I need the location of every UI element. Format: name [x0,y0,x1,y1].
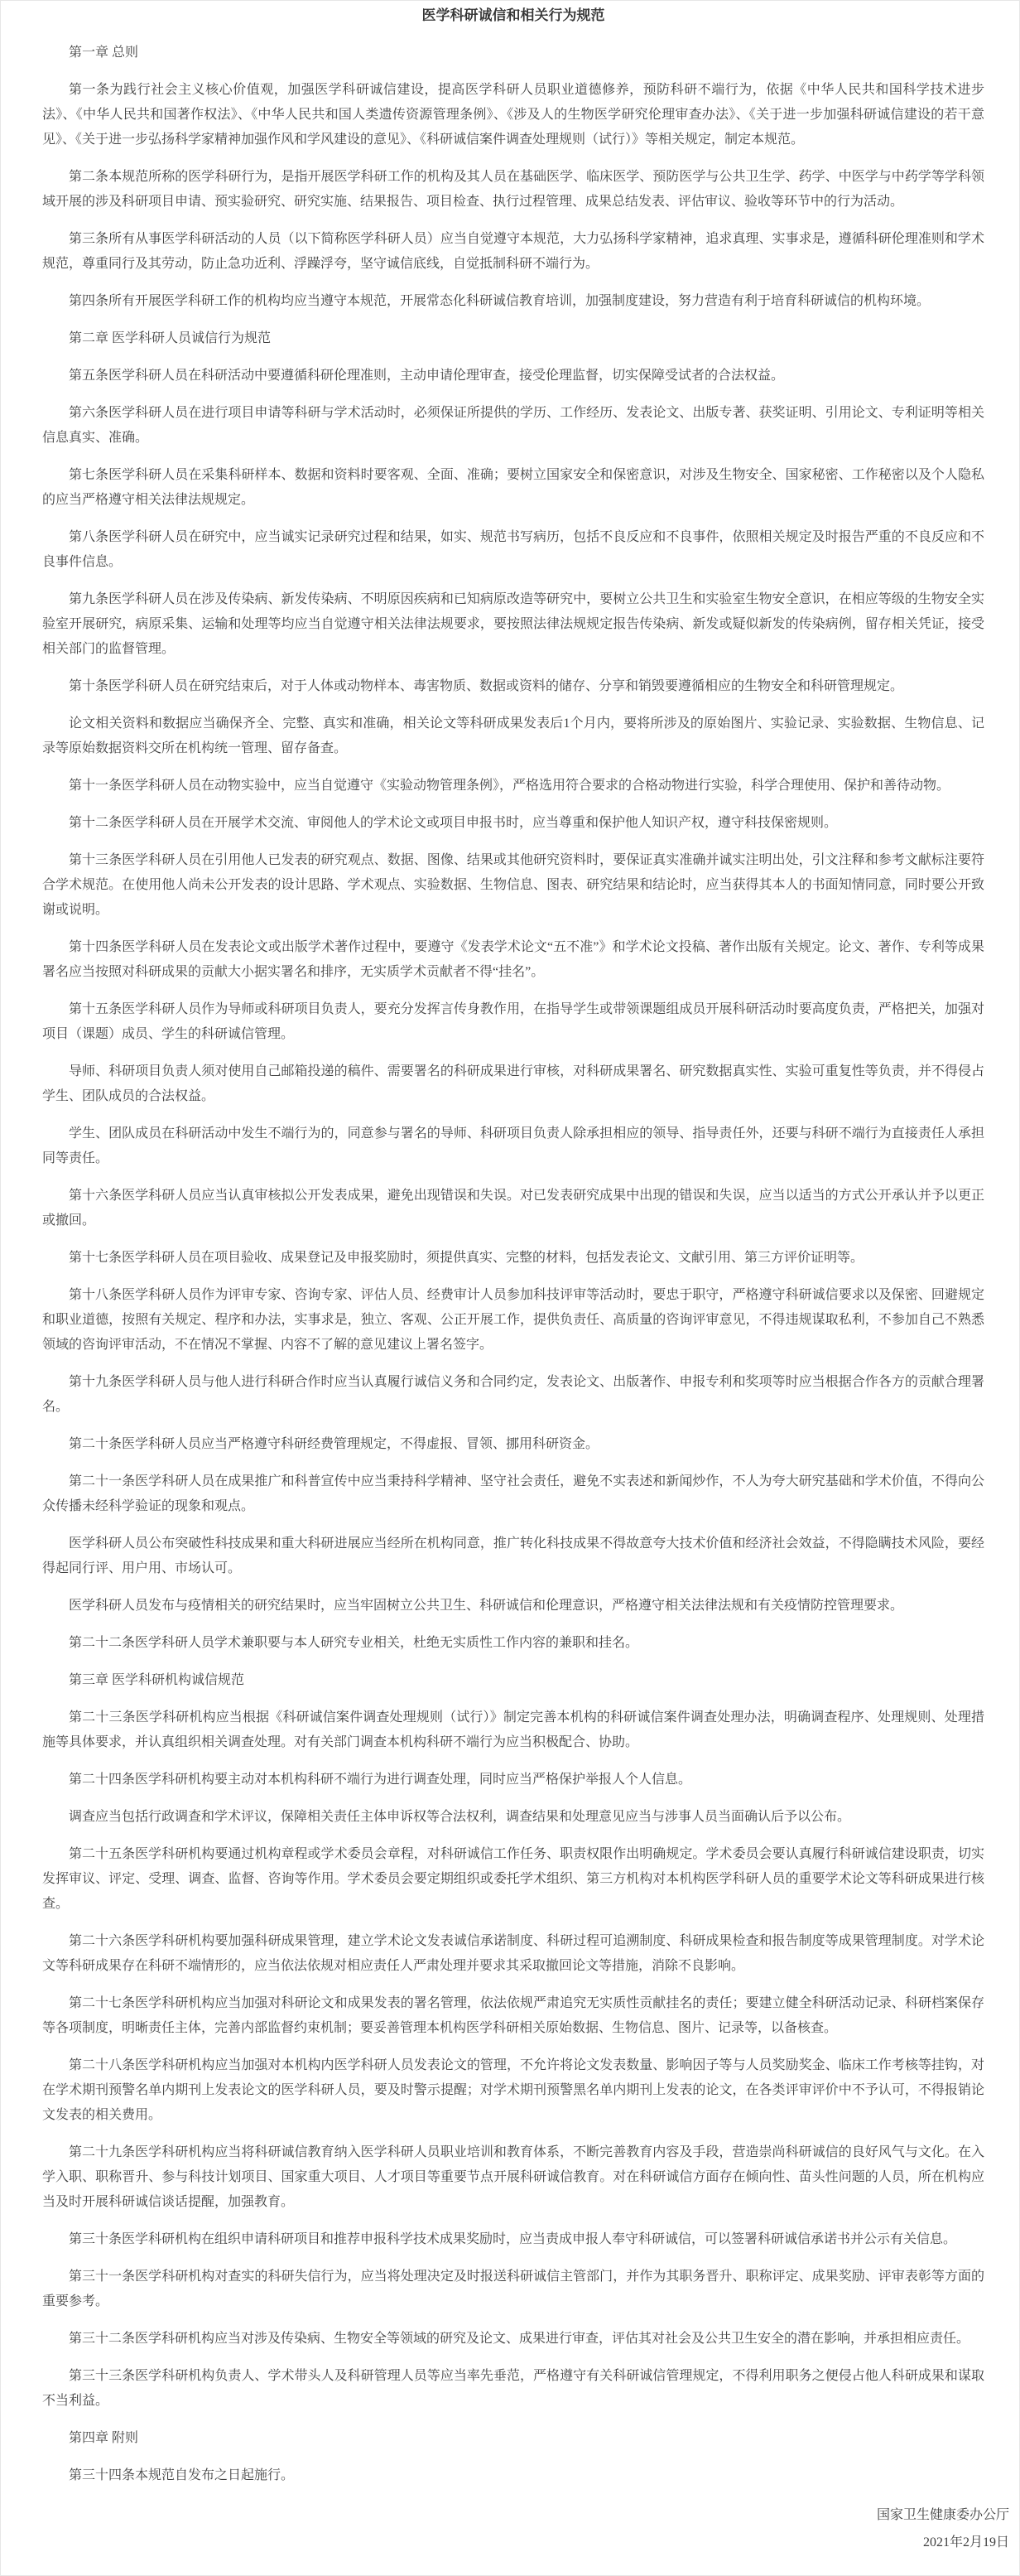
article-paragraph: 第五条医学科研人员在科研活动中要遵循科研伦理准则，主动申请伦理审查，接受伦理监督，切实保障受试者的合法权益。 [69,369,785,383]
continuation-paragraph: 导师、科研项目负责人须对使用自己邮箱投递的稿件、需要署名的科研成果进行审核，对科研成果署名、研究数据真实性、实验可重复性等负责，并不得侵占学生、团队成员的合法权益。 [42,1064,984,1103]
article-paragraph: 第十五条医学科研人员作为导师或科研项目负责人，要充分发挥言传身教作用，在指导学生或带领课题组成员开展科研活动时要高度负责，严格把关，加强对项目（课题）成员、学生的科研诚信管理。 [42,1002,984,1041]
article-paragraph: 第三十三条医学科研机构负责人、学术带头人及科研管理人员等应当率先垂范，严格遵守有关科研诚信管理规定，不得利用职务之便侵占他人科研成果和谋取不当利益。 [42,2369,984,2408]
article-paragraph: 第二条本规范所称的医学科研行为，是指开展医学科研工作的机构及其人员在基础医学、临床医学、预防医学与公共卫生学、药学、中医学与中药学等学科领域开展的涉及科研项目申请、预实验研究、研究实施、结果报告、项目检查、执行过程管理、成果总结发表、评估审议、验收等环节中的行为活动。 [42,170,984,209]
chapter-heading: 第四章 附则 [69,2431,139,2445]
article-paragraph: 第二十四条医学科研机构要主动对本机构科研不端行为进行调查处理，同时应当严格保护举报人个人信息。 [69,1773,692,1787]
article-paragraph: 第十二条医学科研人员在开展学术交流、审阅他人的学术论文或项目申报书时，应当尊重和保护他人知识产权，遵守科技保密规则。 [69,816,838,830]
article-paragraph: 第二十七条医学科研机构应当加强对科研论文和成果发表的署名管理，依法依规严肃追究无实质性贡献挂名的责任；要建立健全科研活动记录、科研档案保存等各项制度，明晰责任主体，完善内部监督约束机制；要妥善管理本机构医学科研相关原始数据、生物信息、图片、记录等，以备核查。 [42,1996,984,2035]
article-paragraph: 第二十三条医学科研机构应当根据《科研诚信案件调查处理规则（试行）》制定完善本机构的科研诚信案件调查处理办法，明确调查程序、处理规则、处理措施等具体要求，并认真组织相关调查处理。对有关部门调查本机构科研不端行为应当积极配合、协助。 [42,1710,984,1749]
article-paragraph: 第二十条医学科研人员应当严格遵守科研经费管理规定，不得虚报、冒领、挪用科研资金。 [69,1437,599,1451]
article-paragraph: 第二十八条医学科研机构应当加强对本机构内医学科研人员发表论文的管理，不允许将论文发表数量、影响因子等与人员奖励奖金、临床工作考核等挂钩，对在学术期刊预警名单内期刊上发表论文的医学科研人员，要及时警示提醒；对学术期刊预警黑名单内期刊上发表的论文，在各类评审评价中不予认可，不得报销论文发表的相关费用。 [42,2058,984,2122]
continuation-paragraph: 医学科研人员公布突破性科技成果和重大科研进展应当经所在机构同意，推广转化科技成果不得故意夸大技术价值和经济社会效益，不得隐瞒技术风险，要经得起同行评、用户用、市场认可。 [42,1536,984,1575]
article-paragraph: 第二十九条医学科研机构应当将科研诚信教育纳入医学科研人员职业培训和教育体系，不断完善教育内容及手段，营造崇尚科研诚信的良好风气与文化。在入学入职、职称晋升、参与科技计划项目、国家重大项目、人才项目等重要节点开展科研诚信教育。对在科研诚信方面存在倾向性、苗头性问题的人员，所在机构应当及时开展科研诚信谈话提醒，加强教育。 [42,2145,984,2209]
article-paragraph: 第二十五条医学科研机构要通过机构章程或学术委员会章程，对科研诚信工作任务、职责权限作出明确规定。学术委员会要认真履行科研诚信建设职责，切实发挥审议、评定、受理、调查、监督、咨询等作用。学术委员会要定期组织或委托学术组织、第三方机构对本机构医学科研人员的重要学术论文等科研成果进行核查。 [42,1847,984,1911]
article-paragraph: 第三条所有从事医学科研活动的人员（以下简称医学科研人员）应当自觉遵守本规范，大力弘扬科学家精神，追求真理、实事求是，遵循科研伦理准则和学术规范，尊重同行及其劳动，防止急功近利、浮躁浮夸，坚守诚信底线，自觉抵制科研不端行为。 [42,232,984,271]
continuation-paragraph: 医学科研人员发布与疫情相关的研究结果时，应当牢固树立公共卫生、科研诚信和伦理意识，严格遵守相关法律法规和有关疫情防控管理要求。 [69,1599,904,1613]
chapter-heading: 第三章 医学科研机构诚信规范 [69,1673,245,1687]
article-paragraph: 第七条医学科研人员在采集科研样本、数据和资料时要客观、全面、准确；要树立国家安全和保密意识，对涉及生物安全、国家秘密、工作秘密以及个人隐私的应当严格遵守相关法律法规规定。 [42,468,984,507]
article-paragraph: 第三十条医学科研机构在组织申请科研项目和推荐申报科学技术成果奖励时，应当责成申报人奉守科研诚信，可以签署科研诚信承诺书并公示有关信息。 [69,2232,957,2246]
continuation-paragraph: 调查应当包括行政调查和学术评议，保障相关责任主体申诉权等合法权利，调查结果和处理意见应当与涉事人员当面确认后予以公布。 [69,1810,851,1824]
article-paragraph: 第三十一条医学科研机构对查实的科研失信行为，应当将处理决定及时报送科研诚信主管部门，并作为其职务晋升、职称评定、成果奖励、评审表彰等方面的重要参考。 [42,2270,984,2308]
document-page [1,1,1019,2575]
article-paragraph: 第十条医学科研人员在研究结束后，对于人体或动物样本、毒害物质、数据或资料的储存、分享和销毁要遵循相应的生物安全和科研管理规定。 [69,679,904,693]
article-paragraph: 第四条所有开展医学科研工作的机构均应当遵守本规范，开展常态化科研诚信教育培训，加强制度建设，努力营造有利于培育科研诚信的机构环境。 [69,294,931,308]
article-paragraph: 第三十二条医学科研机构应当对涉及传染病、生物安全等领域的研究及论文、成果进行审查，评估其对社会及公共卫生安全的潜在影响，并承担相应责任。 [69,2332,970,2346]
article-paragraph: 第三十四条本规范自发布之日起施行。 [69,2468,295,2482]
document-title: 医学科研诚信和相关行为规范 [421,7,605,23]
chapter-heading: 第一章 总则 [69,46,139,60]
article-paragraph: 第一条为践行社会主义核心价值观，加强医学科研诚信建设，提高医学科研人员职业道德修养，预防科研不端行为，依据《中华人民共和国科学技术进步法》、《中华人民共和国著作权法》、《中华人民共和国人类遗传资源管理条例》、《涉及人的生物医学研究伦理审查办法》、《关于进一步加强科研诚信建设的若干意见》、《关于进一步弘扬科学家精神加强作风和学风建设的意见》、《科研诚信案件调查处理规则（试行）》等相关规定，制定本规范。 [42,83,984,147]
article-paragraph: 第八条医学科研人员在研究中，应当诚实记录研究过程和结果，如实、规范书写病历，包括不良反应和不良事件，依照相关规定及时报告严重的不良反应和不良事件信息。 [42,530,984,569]
date-line: 2021年2月19日 [922,2535,1009,2549]
signature-line: 国家卫生健康委办公厅 [876,2508,1009,2522]
chapter-heading: 第二章 医学科研人员诚信行为规范 [69,331,272,345]
article-paragraph: 第十七条医学科研人员在项目验收、成果登记及申报奖励时，须提供真实、完整的材料，包括发表论文、文献引用、第三方评价证明等。 [69,1251,864,1265]
continuation-paragraph: 学生、团队成员在科研活动中发生不端行为的，同意参与署名的导师、科研项目负责人除承担相应的领导、指导责任外，还要与科研不端行为直接责任人承担同等责任。 [42,1126,984,1165]
article-paragraph: 第十四条医学科研人员在发表论文或出版学术著作过程中，要遵守《发表学术论文“五不准”》和学术论文投稿、著作出版有关规定。论文、著作、专利等成果署名应当按照对科研成果的贡献大小据实署名和排序，无实质学术贡献者不得“挂名”。 [42,940,984,979]
article-paragraph: 第九条医学科研人员在涉及传染病、新发传染病、不明原因疾病和已知病原改造等研究中，要树立公共卫生和实验室生物安全意识，在相应等级的生物安全实验室开展研究，病原采集、运输和处理等均应当自觉遵守相关法律法规要求，要按照法律法规规定报告传染病、新发或疑似新发的传染病例，留存相关凭证，接受相关部门的监督管理。 [42,592,984,656]
article-paragraph: 第十三条医学科研人员在引用他人已发表的研究观点、数据、图像、结果或其他研究资料时，要保证真实准确并诚实注明出处，引文注释和参考文献标注要符合学术规范。在使用他人尚未公开发表的设计思路、学术观点、实验数据、生物信息、图表、研究结果和结论时，应当获得其本人的书面知情同意，同时要公开致谢或说明。 [42,853,984,917]
article-paragraph: 第二十六条医学科研机构要加强科研成果管理，建立学术论文发表诚信承诺制度、科研过程可追溯制度、科研成果检查和报告制度等成果管理制度。对学术论文等科研成果存在科研不端情形的，应当依法依规对相应责任人严肃处理并要求其采取撤回论文等措施，消除不良影响。 [42,1934,984,1973]
document-body [42,41,1009,2555]
article-paragraph: 第十六条医学科研人员应当认真审核拟公开发表成果，避免出现错误和失误。对已发表研究成果中出现的错误和失误，应当以适当的方式公开承认并予以更正或撤回。 [42,1189,984,1228]
article-paragraph: 第六条医学科研人员在进行项目申请等科研与学术活动时，必须保证所提供的学历、工作经历、发表论文、出版专著、获奖证明、引用论文、专利证明等相关信息真实、准确。 [42,406,984,445]
article-paragraph: 第二十二条医学科研人员学术兼职要与本人研究专业相关，杜绝无实质性工作内容的兼职和挂名。 [69,1636,639,1650]
article-paragraph: 第十八条医学科研人员作为评审专家、咨询专家、评估人员、经费审计人员参加科技评审等活动时，要忠于职守，严格遵守科研诚信要求以及保密、回避规定和职业道德，按照有关规定、程序和办法，实事求是，独立、客观、公正开展工作，提供负责任、高质量的咨询评审意见，不得违规谋取私利，不参加自己不熟悉领域的咨询评审活动，不在情况不掌握、内容不了解的意见建议上署名签字。 [42,1288,984,1352]
article-paragraph: 第二十一条医学科研人员在成果推广和科普宣传中应当秉持科学精神、坚守社会责任，避免不实表述和新闻炒作，不人为夸大研究基础和学术价值，不得向公众传播未经科学验证的现象和观点。 [42,1474,984,1513]
article-paragraph: 第十九条医学科研人员与他人进行科研合作时应当认真履行诚信义务和合同约定，发表论文、出版著作、申报专利和奖项等时应当根据合作各方的贡献合理署名。 [42,1375,984,1414]
article-paragraph: 第十一条医学科研人员在动物实验中，应当自觉遵守《实验动物管理条例》，严格选用符合要求的合格动物进行实验，科学合理使用、保护和善待动物。 [69,779,950,793]
continuation-paragraph: 论文相关资料和数据应当确保齐全、完整、真实和准确，相关论文等科研成果发表后1个月内，要将所涉及的原始图片、实验记录、实验数据、生物信息、记录等原始数据资料交所在机构统一管理、留存备查。 [42,716,984,755]
